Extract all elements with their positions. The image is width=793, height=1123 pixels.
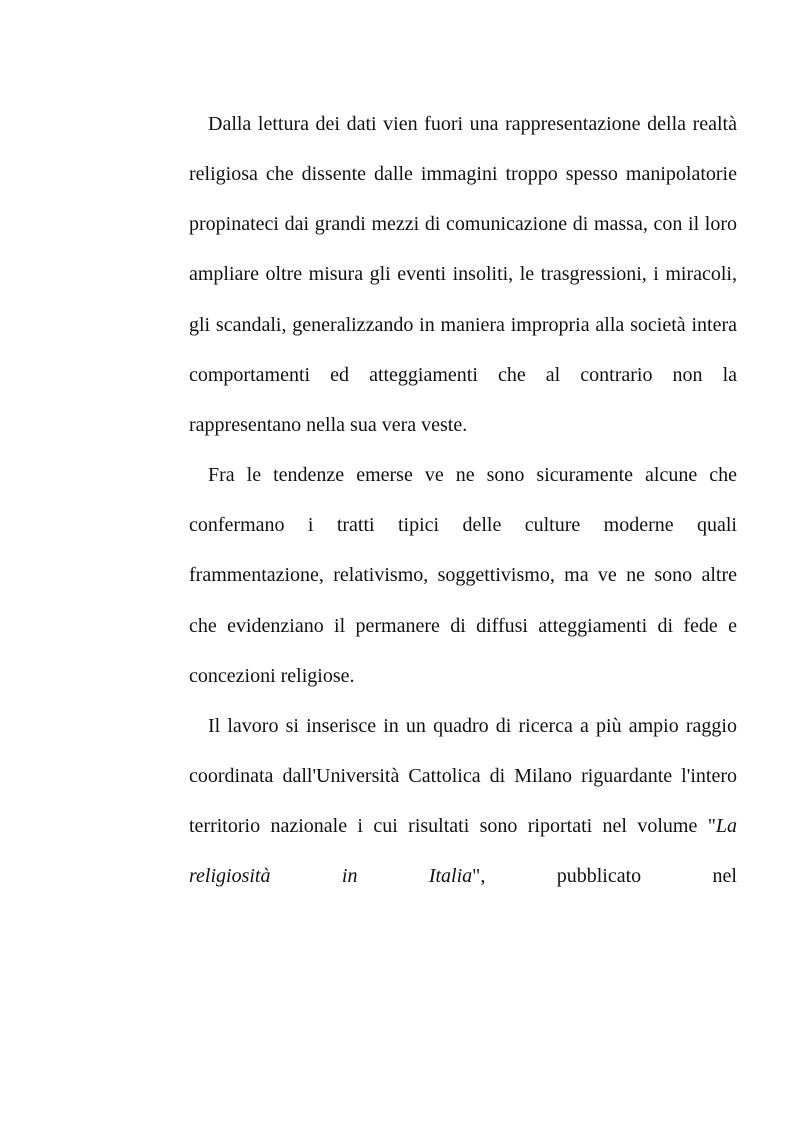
book-title: La religiosità in Italia xyxy=(189,815,737,888)
paragraph-2: Fra le tendenze emerse ve ne sono sicuramente alcune che confermano i tratti tipici delle culture moderne quali frammentazione, relativismo, soggettivismo, ma ve ne sono altre che evidenziano il permanere di diffusi atteggiamenti di fede e concezioni religiose. xyxy=(189,464,737,687)
paragraph-3-continuation: ", pubblicato nel xyxy=(472,865,737,888)
paragraph-3 xyxy=(189,701,737,902)
body-text xyxy=(189,99,737,902)
paragraph-1: Dalla lettura dei dati vien fuori una rappresentazione della realtà religiosa che dissente dalle immagini troppo spesso manipolatorie propinateci dai grandi mezzi di comunicazione di massa, con il loro ampliare oltre misura gli eventi insoliti, le trasgressioni, i miracoli, gli scandali, generalizzando in maniera impropria alla società intera comportamenti ed atteggiamenti che al contrario non la rappresentano nella sua vera veste. xyxy=(189,113,737,436)
paragraph-3-text: Il lavoro si inserisce in un quadro di ricerca a più ampio raggio coordinata dall'Università Cattolica di Milano riguardante l'intero territorio nazionale i cui risultati sono riportati nel volume " xyxy=(189,714,737,838)
